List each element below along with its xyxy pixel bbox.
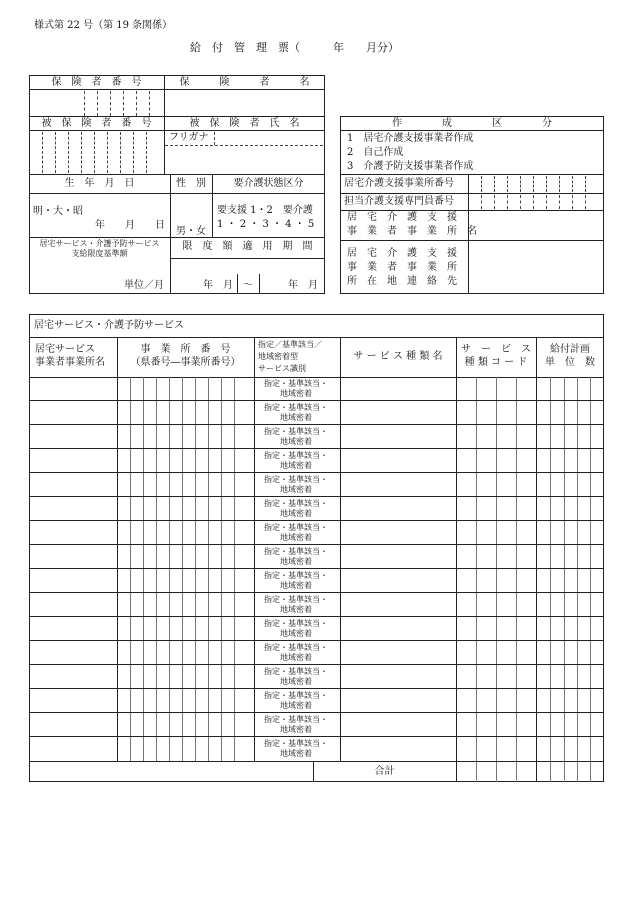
insured-name-field[interactable] [165, 131, 325, 174]
table-row[interactable]: 指定・基準該当・ 地域密着 [29, 593, 604, 617]
insured-number-label: 被 保 険 者 番 号 [41, 118, 152, 129]
col-office-name-header-2: 事業者事業所名 [35, 357, 105, 368]
specialist-number-label: 担当介護支援専門員番号 [344, 196, 454, 207]
col-service-id-header-2: 地域密着型 [258, 352, 298, 361]
insurer-name-label: 保 険 者 名 [179, 77, 310, 88]
contact-label-2: 事 業 者 事 業 所 [347, 262, 457, 273]
insured-name-label: 被 保 険 者 氏 名 [189, 118, 300, 129]
period-to[interactable]: 年 月 [288, 280, 318, 291]
sex-options[interactable]: 男・女 [176, 226, 206, 237]
table-row[interactable]: 指定・基準該当・ 地域密着 [29, 521, 604, 545]
period-from[interactable]: 年 月 [203, 280, 233, 291]
unit-per-month: 単位／月 [124, 280, 164, 291]
office-name-label-1: 居 宅 介 護 支 援 [347, 212, 457, 223]
table-row[interactable]: 指定・基準該当・ 地域密着 [29, 665, 604, 689]
table-row[interactable]: 指定・基準該当・ 地域密着 [29, 377, 604, 401]
insurer-number-label: 保 険 者 番 号 [51, 77, 142, 88]
care-level-support[interactable]: 要支援 1・2 要介護 [217, 205, 313, 216]
care-level-care[interactable]: 1 ・ 2 ・ 3 ・ 4 ・ 5 [217, 219, 315, 230]
creation-category-label: 作 成 区 分 [392, 118, 552, 129]
table-row[interactable]: 指定・基準該当・ 地域密着 [29, 401, 604, 425]
care-level-label: 要介護状態区分 [233, 178, 304, 189]
form-title: 給 付 管 理 票（ 年 月分） [190, 41, 399, 54]
insurer-number-field[interactable] [84, 91, 164, 116]
table-row[interactable]: 指定・基準該当・ 地域密着 [29, 545, 604, 569]
contact-label-1: 居 宅 介 護 支 援 [347, 248, 457, 259]
col-office-number-header-1: 事 業 所 番 号 [140, 344, 231, 355]
limit-base-label-1: 居宅サービス・介護予防サービス [39, 239, 160, 248]
table-section-title: 居宅サービス・介護予防サービス [34, 320, 184, 331]
limit-period-label: 限 度 額 適 用 期 間 [182, 241, 313, 252]
col-units-header-1: 給付計画 [550, 344, 590, 355]
sex-label: 性 別 [176, 178, 206, 189]
creation-option-2[interactable]: 2 自己作成 [347, 147, 404, 158]
table-row[interactable]: 指定・基準該当・ 地域密着 [29, 737, 604, 762]
col-units-header-2: 単 位 数 [545, 357, 595, 368]
creation-option-3[interactable]: 3 介護予防支援事業者作成 [347, 161, 474, 172]
col-office-number-header-2: （県番号―事業所番号） [130, 357, 241, 368]
office-name-field[interactable] [469, 211, 603, 240]
office-name-label-2: 事 業 者 事 業 所 名 [347, 226, 477, 237]
furigana-label: フリガナ [169, 132, 209, 143]
contact-label-3: 所 在 地 連 絡 先 [347, 276, 457, 287]
col-service-code-header-1: サ ー ビ ス [461, 344, 531, 355]
col-service-name-header: サ ー ビ ス 種 類 名 [353, 351, 443, 362]
table-row[interactable]: 指定・基準該当・ 地域密着 [29, 713, 604, 737]
table-row[interactable]: 指定・基準該当・ 地域密着 [29, 425, 604, 449]
office-number-field[interactable] [469, 175, 603, 193]
col-service-id-header-3: サービス識別 [258, 364, 306, 373]
office-number-label: 居宅介護支援事業所番号 [344, 178, 454, 189]
table-row[interactable]: 指定・基準該当・ 地域密着 [29, 569, 604, 593]
insurer-name-field[interactable] [165, 90, 325, 116]
insured-number-field[interactable] [30, 131, 164, 174]
col-office-name-header-1: 居宅サービス [35, 344, 95, 355]
col-service-id-header-1: 指定／基準該当／ [258, 340, 322, 349]
table-row[interactable]: 指定・基準該当・ 地域密着 [29, 689, 604, 713]
form-number: 様式第 22 号（第 19 条関係） [34, 20, 173, 31]
table-row[interactable]: 指定・基準該当・ 地域密着 [29, 641, 604, 665]
table-row[interactable]: 指定・基準該当・ 地域密着 [29, 497, 604, 521]
table-row[interactable]: 指定・基準該当・ 地域密着 [29, 617, 604, 641]
birth-date-ymd[interactable]: 年 月 日 [95, 220, 165, 231]
total-value-field[interactable] [457, 763, 603, 781]
era-options[interactable]: 明・大・昭 [33, 206, 83, 217]
col-service-code-header-2: 種 類 コ ー ド [464, 357, 528, 368]
total-label: 合計 [374, 766, 395, 777]
period-tilde: 〜 [243, 280, 253, 291]
contact-field[interactable] [469, 241, 603, 293]
specialist-number-field[interactable] [469, 194, 603, 210]
table-row[interactable]: 指定・基準該当・ 地域密着 [29, 473, 604, 497]
table-row[interactable]: 指定・基準該当・ 地域密着 [29, 449, 604, 473]
limit-base-label-2: 支給限度基準額 [71, 249, 128, 258]
creation-option-1[interactable]: 1 居宅介護支援事業者作成 [347, 133, 474, 144]
birth-date-label: 生 年 月 日 [64, 178, 135, 189]
